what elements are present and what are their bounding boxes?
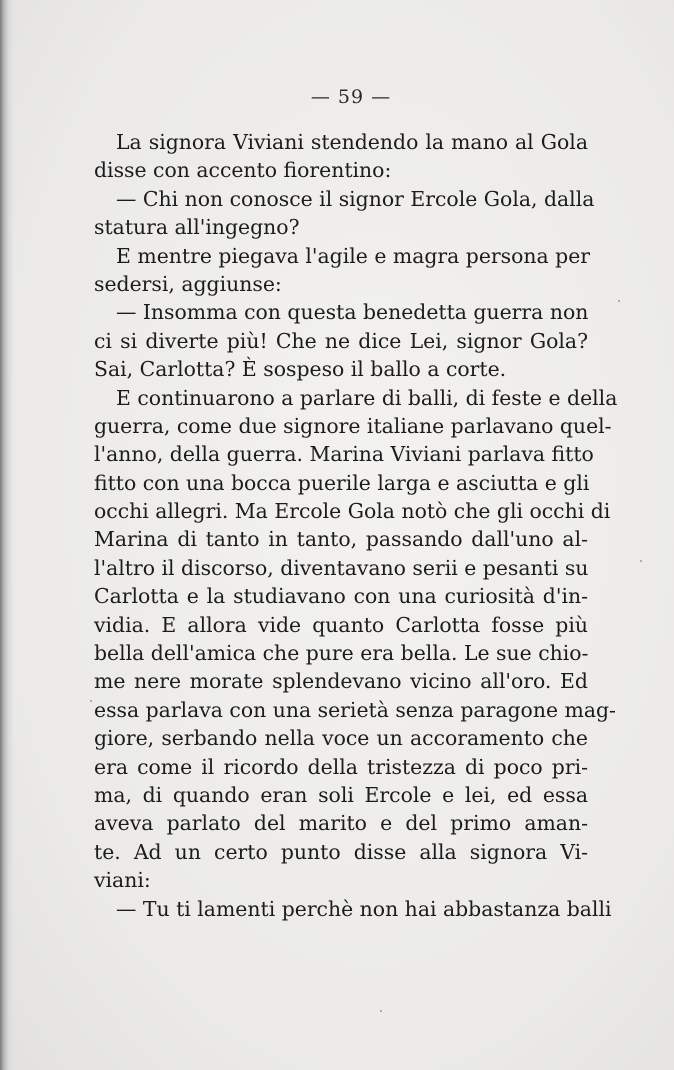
- text-line: guerra, come due signore italiane parlavano quel-: [94, 413, 612, 438]
- page-number: — 59 —: [310, 86, 392, 108]
- text-line: Marina di tanto in tanto, passando dall'uno al-: [94, 527, 588, 552]
- text-line: me nere morate splendevano vicino all'oro. Ed: [94, 669, 588, 694]
- paper-speck: [380, 1010, 382, 1012]
- text-line: ci si diverte più! Che ne dice Lei, signor Gola?: [94, 328, 588, 353]
- text-line: l'anno, della guerra. Marina Viviani parlava fitto: [94, 442, 594, 467]
- text-line: ma, di quando eran soli Ercole e lei, ed essa: [94, 782, 588, 807]
- text-line: Sai, Carlotta? È sospeso il ballo a corte.: [94, 357, 507, 382]
- paper-speck: [640, 560, 642, 562]
- text-line: — Insomma con questa benedetta guerra non: [116, 300, 589, 325]
- text-line: — Tu ti lamenti perchè non hai abbastanza balli: [116, 896, 612, 921]
- text-line: — Chi non conosce il signor Ercole Gola, dalla: [116, 186, 595, 211]
- text-line: sedersi, aggiunse:: [94, 271, 282, 296]
- text-line: statura all'ingegno?: [94, 215, 300, 240]
- text-line: La signora Viviani stendendo la mano al Gola: [116, 130, 588, 154]
- text-line: viani:: [94, 868, 151, 893]
- text-line: Carlotta e la studiavano con una curiosità d'in-: [94, 584, 588, 609]
- text-line: era come il ricordo della tristezza di poco pri-: [94, 754, 588, 779]
- text-line: aveva parlato del marito e del primo aman-: [94, 811, 588, 836]
- text-line: E continuarono a parlare di balli, di feste e della: [116, 385, 618, 410]
- page-binding-shadow: [0, 0, 14, 1070]
- text-line: E mentre piegava l'agile e magra persona per: [116, 243, 591, 268]
- text-line: vidia. E allora vide quanto Carlotta fosse più: [94, 612, 588, 637]
- paper-speck: [618, 300, 620, 302]
- text-line: occhi allegri. Ma Ercole Gola notò che gli occhi di: [94, 499, 611, 524]
- body-text: [94, 128, 618, 923]
- text-line: l'altro il discorso, diventavano serii e pesanti su: [94, 555, 589, 580]
- paper-speck: [90, 700, 92, 702]
- text-line: te. Ad un certo punto disse alla signora Vi-: [94, 839, 588, 864]
- text-line: disse con accento fiorentino:: [94, 158, 392, 183]
- text-line: fitto con una bocca puerile larga e asciutta e gli: [94, 470, 590, 495]
- text-line: essa parlava con una serietà senza paragone mag-: [94, 697, 616, 722]
- text-line: bella dell'amica che pure era bella. Le sue chio-: [94, 641, 589, 666]
- text-line: giore, serbando nella voce un accoramento che: [94, 726, 588, 751]
